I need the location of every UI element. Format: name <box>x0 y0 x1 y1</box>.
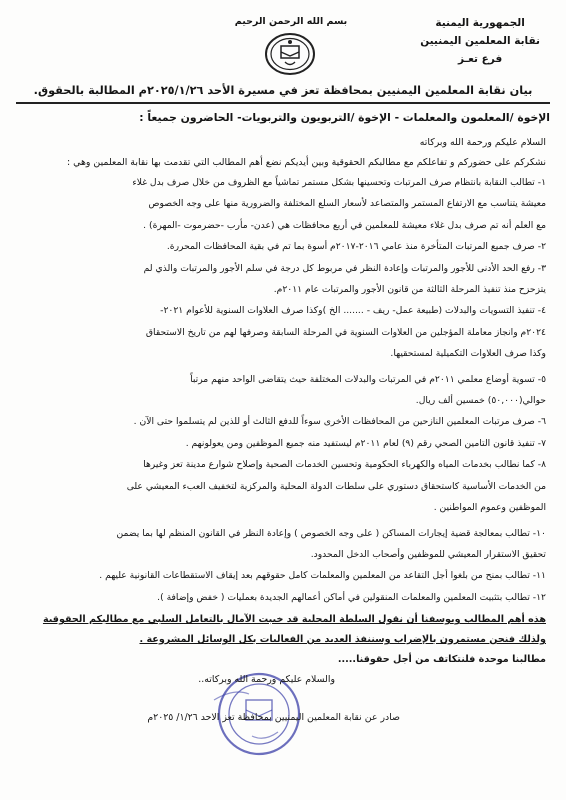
closing-line: ولذلك فنحن مستمرون بالإضراب وسننفذ العديد من الفعاليات بكل الوسائل المشروعة . <box>139 634 546 646</box>
demand-item-12 <box>16 587 546 608</box>
demand-line: من الخدمات الأساسية كاستحقاق دستوري على سلطات الدولة المحلية والمركزية لتخفيف العبء المعيشي على <box>126 480 546 492</box>
demand-item-7 <box>16 433 546 454</box>
demand-item-8 <box>16 454 546 518</box>
demand-item-4 <box>16 300 546 364</box>
demand-line: ٨- كما نطالب بخدمات المياه والكهرباء الحكومية وتحسين الخدمات الصحية وإصلاح شوارع مدينة تعز وغيرها <box>143 459 546 471</box>
union-logo-icon <box>264 32 316 76</box>
issued-by-line: صادر عن نقابة المعلمين اليمنيين بمحافظة تعز الاحد ١/٢٦/ ٢٠٢٥م <box>147 712 400 724</box>
demand-item-5 <box>16 369 546 412</box>
demand-item-10 <box>16 523 546 566</box>
demand-item-1 <box>16 172 546 236</box>
demand-line: ٢٠٢٤م وانجاز معاملة المؤجلين من العلاوات السنوية في المرحلة السابقة وصرفها لهم من تاريخ الاستحقاق <box>145 326 546 338</box>
signature-block <box>16 670 550 758</box>
demand-line: معيشة يتناسب مع الارتفاع المستمر والمتصاعد لأسعار السلع المختلفة والضرورية منها على وجه الخصوص <box>148 198 546 210</box>
signoff-greeting: والسلام عليكم ورحمة الله وبركاته.. <box>198 674 335 686</box>
closing-paragraph <box>16 610 546 670</box>
demand-line: ١٢- تطالب بتثبيت المعلمين والمعلمات المنقولين في أماكن أعمالهم الجديدة بعمليات ( خفض وإضافة ). <box>157 591 546 603</box>
demand-line: الموظفين وعموم المواطنين . <box>433 502 546 514</box>
closing-motto: مطالبنا موحدة فلنتكاتف من أجل حقوقنا..... <box>337 654 546 666</box>
demand-item-11 <box>16 565 546 586</box>
org-country: الجمهورية اليمنية <box>435 17 525 29</box>
intro-paragraph: نشكركم على حضوركم و تفاعلكم مع مطالبكم الحقوقية وبين أيديكم نضع أهم المطالب التي تقدمت بها نقابة المعلمين وهي : <box>67 157 546 168</box>
demand-item-2 <box>16 236 546 257</box>
demand-line: ٥- تسوية أوضاع معلمي ٢٠١١م في المرتبات والبدلات المختلفة حيث يتقاضى الواحد منهم مرتباً <box>190 373 546 385</box>
demand-line: ٤- تنفيذ التسويات والبدلات (طبيعة عمل- ريف - ....... الخ )وكذا صرف العلاوات السنوية للأعوام ٢٠٢١- <box>160 305 546 317</box>
statement-title: بيان نقابة المعلمين اليمنيين بمحافظة تعز في مسيرة الأحد ٢٠٢٥/١/٢٦م المطالبة بالحقوق. <box>16 82 550 104</box>
demand-line: حوالي(٥٠,٠٠٠) خمسين ألف ريال. <box>415 395 546 407</box>
demand-line: ٢- صرف جميع المرتبات المتأخرة منذ عامي ٢٠١٦-٢٠١٧م أسوة بما تم في بقية المحافظات المحررة. <box>166 241 546 253</box>
closing-line: هذه أهم المطالب ويوسفنا أن نقول السلطة المحلية قد خيبت الآمال بالتعامل السلبي مع مطالبكم الحقوقية <box>42 614 546 626</box>
demand-line: وكذا صرف العلاوات التكميلية لمستحقيها. <box>390 348 546 360</box>
basmala: بسم الله الرحمن الرحيم <box>234 16 348 27</box>
org-branch: فرع تعـز <box>457 53 503 65</box>
demand-line: ١- تطالب النقابة بانتظام صرف المرتبات وتحسينها بشكل مستمر تماشياً مع الظروف من خلال صرف بدل غلاء <box>132 177 546 188</box>
demand-line: ١٠- تطالب بمعالجة قضية إيجارات المساكن ( على وجه الخصوص ) وإعادة النظر في القانون المنظم لها بما يضمن <box>116 527 546 539</box>
greeting: السلام عليكم ورحمة الله وبركاته <box>419 137 546 148</box>
organization-block <box>420 14 540 68</box>
demand-line: مع العلم أنه تم صرف بدل غلاء معيشة للمعلمين في أربع محافظات هي (عدن- مأرب -حضرموت -المهرة) . <box>143 219 546 231</box>
demand-line: ١١- تطالب بمنح من بلغوا أجل التقاعد من المعلمين والمعلمات كامل حقوقهم بعد إيقاف الاستقطاعات القانونية عليهم . <box>99 570 546 582</box>
org-name: نقابة المعلمين اليمنيين <box>420 35 540 47</box>
demand-item-6 <box>16 411 546 432</box>
demand-line: تحقيق الاستقرار المعيشي للموظفين وأصحاب الدخل المحدود. <box>310 548 546 560</box>
demand-item-3 <box>16 258 546 301</box>
letterhead <box>16 10 550 82</box>
demand-line: ٣- رفع الحد الأدنى للأجور والمرتبات وإعادة النظر في مربوط كل درجة في سلم الأجور والمرتبات والذي لم <box>143 262 546 274</box>
demand-line: ٧- تنفيذ قانون التامين الصحي رقم (٩) لعام ٢٠١١م ليستفيد منه جميع الموظفين ومن يعولونهم . <box>185 437 546 449</box>
addressee-line: الإخوة /المعلمون والمعلمات - الإخوة /التربويون والتربويات- الحاضرون جميعاً : <box>139 111 550 124</box>
demand-line: يتزحزح منذ تنفيذ المرحلة الثالثة من قانون الأجور والمرتبات عام ٢٠١١م. <box>273 284 546 296</box>
demand-line: ٦- صرف مرتبات المعلمين النازحين من المحافظات الأخرى سوءاً للدفع الثالث أو للذين لم يتسلموا حتى الآن . <box>133 416 546 428</box>
